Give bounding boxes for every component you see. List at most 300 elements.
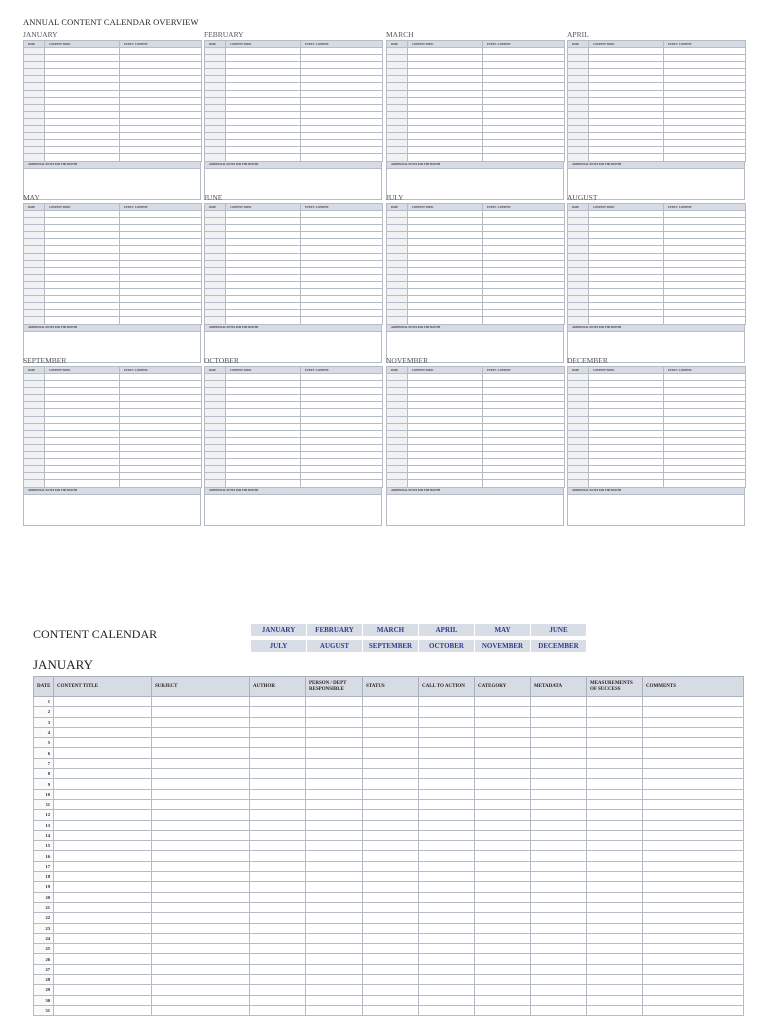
- mini-cell[interactable]: [589, 402, 664, 409]
- mini-cell[interactable]: [120, 303, 202, 310]
- mini-cell[interactable]: [589, 90, 664, 97]
- table-cell[interactable]: [419, 872, 475, 882]
- mini-cell[interactable]: [226, 218, 301, 225]
- mini-cell[interactable]: [387, 97, 408, 104]
- mini-cell[interactable]: [45, 274, 120, 281]
- mini-cell[interactable]: [483, 239, 565, 246]
- table-cell[interactable]: [306, 964, 363, 974]
- mini-cell[interactable]: [120, 104, 202, 111]
- table-cell[interactable]: [419, 892, 475, 902]
- mini-cell[interactable]: [205, 211, 226, 218]
- mini-cell[interactable]: [589, 225, 664, 232]
- mini-cell[interactable]: [589, 62, 664, 69]
- table-cell[interactable]: [419, 830, 475, 840]
- table-cell[interactable]: [250, 851, 306, 861]
- mini-cell[interactable]: [45, 402, 120, 409]
- table-cell[interactable]: [643, 769, 744, 779]
- mini-cell[interactable]: [387, 281, 408, 288]
- mini-cell[interactable]: [568, 409, 589, 416]
- mini-cell[interactable]: [387, 83, 408, 90]
- mini-cell[interactable]: [301, 232, 383, 239]
- mini-cell[interactable]: [120, 225, 202, 232]
- mini-cell[interactable]: [387, 274, 408, 281]
- mini-cell[interactable]: [664, 55, 746, 62]
- mini-cell[interactable]: [120, 69, 202, 76]
- table-cell[interactable]: [250, 975, 306, 985]
- table-cell[interactable]: [531, 964, 587, 974]
- nav-august[interactable]: AUGUST: [307, 640, 362, 652]
- mini-cell[interactable]: [120, 374, 202, 381]
- table-cell[interactable]: [152, 944, 250, 954]
- table-cell[interactable]: [363, 882, 419, 892]
- mini-cell[interactable]: [589, 253, 664, 260]
- table-cell[interactable]: [475, 727, 531, 737]
- table-cell[interactable]: [419, 738, 475, 748]
- mini-cell[interactable]: [45, 69, 120, 76]
- mini-cell[interactable]: [483, 154, 565, 161]
- mini-cell[interactable]: [45, 140, 120, 147]
- mini-cell[interactable]: [483, 459, 565, 466]
- mini-cell[interactable]: [387, 211, 408, 218]
- mini-cell[interactable]: [589, 317, 664, 324]
- table-cell[interactable]: [306, 995, 363, 1005]
- mini-cell[interactable]: [45, 388, 120, 395]
- table-cell[interactable]: [152, 902, 250, 912]
- mini-cell[interactable]: [120, 466, 202, 473]
- mini-cell[interactable]: [45, 267, 120, 274]
- table-cell[interactable]: [54, 933, 152, 943]
- mini-cell[interactable]: [664, 374, 746, 381]
- mini-cell[interactable]: [408, 374, 483, 381]
- table-cell[interactable]: [152, 964, 250, 974]
- mini-cell[interactable]: [568, 289, 589, 296]
- table-cell[interactable]: [419, 975, 475, 985]
- mini-cell[interactable]: [120, 260, 202, 267]
- mini-cell[interactable]: [205, 126, 226, 133]
- mini-cell[interactable]: [664, 452, 746, 459]
- table-cell[interactable]: [643, 933, 744, 943]
- mini-cell[interactable]: [664, 118, 746, 125]
- mini-cell[interactable]: [226, 395, 301, 402]
- mini-cell[interactable]: [589, 118, 664, 125]
- table-cell[interactable]: [306, 985, 363, 995]
- mini-cell[interactable]: [301, 76, 383, 83]
- mini-cell[interactable]: [664, 76, 746, 83]
- mini-cell[interactable]: [301, 480, 383, 487]
- mini-cell[interactable]: [387, 62, 408, 69]
- table-cell[interactable]: [475, 985, 531, 995]
- mini-cell[interactable]: [45, 133, 120, 140]
- table-cell[interactable]: [587, 851, 643, 861]
- mini-cell[interactable]: [664, 459, 746, 466]
- table-cell[interactable]: [475, 779, 531, 789]
- table-cell[interactable]: [475, 944, 531, 954]
- mini-cell[interactable]: [483, 303, 565, 310]
- mini-cell[interactable]: [664, 154, 746, 161]
- table-cell[interactable]: [587, 861, 643, 871]
- mini-cell[interactable]: [408, 437, 483, 444]
- table-cell[interactable]: [250, 872, 306, 882]
- table-cell[interactable]: [152, 717, 250, 727]
- table-cell[interactable]: [54, 861, 152, 871]
- table-cell[interactable]: [419, 933, 475, 943]
- table-cell[interactable]: [152, 913, 250, 923]
- table-cell[interactable]: [643, 954, 744, 964]
- mini-cell[interactable]: [483, 402, 565, 409]
- mini-cell[interactable]: [589, 409, 664, 416]
- table-cell[interactable]: [54, 964, 152, 974]
- mini-cell[interactable]: [483, 289, 565, 296]
- mini-cell[interactable]: [226, 459, 301, 466]
- mini-cell[interactable]: [589, 466, 664, 473]
- mini-cell[interactable]: [205, 232, 226, 239]
- table-cell[interactable]: [306, 707, 363, 717]
- mini-cell[interactable]: [226, 310, 301, 317]
- mini-cell[interactable]: [301, 473, 383, 480]
- mini-cell[interactable]: [568, 48, 589, 55]
- table-cell[interactable]: [250, 841, 306, 851]
- mini-cell[interactable]: [589, 480, 664, 487]
- table-cell[interactable]: [152, 738, 250, 748]
- mini-cell[interactable]: [301, 133, 383, 140]
- mini-cell[interactable]: [120, 388, 202, 395]
- mini-cell[interactable]: [568, 55, 589, 62]
- mini-cell[interactable]: [483, 473, 565, 480]
- mini-cell[interactable]: [589, 246, 664, 253]
- mini-cell[interactable]: [226, 289, 301, 296]
- nav-march[interactable]: MARCH: [363, 624, 418, 636]
- mini-cell[interactable]: [120, 437, 202, 444]
- mini-cell[interactable]: [301, 126, 383, 133]
- mini-cell[interactable]: [408, 62, 483, 69]
- mini-cell[interactable]: [301, 274, 383, 281]
- mini-cell[interactable]: [24, 388, 45, 395]
- table-cell[interactable]: [587, 964, 643, 974]
- table-cell[interactable]: [306, 799, 363, 809]
- table-cell[interactable]: [531, 820, 587, 830]
- mini-cell[interactable]: [568, 90, 589, 97]
- mini-cell[interactable]: [589, 374, 664, 381]
- mini-cell[interactable]: [664, 296, 746, 303]
- table-cell[interactable]: [152, 799, 250, 809]
- mini-cell[interactable]: [301, 246, 383, 253]
- table-cell[interactable]: [531, 707, 587, 717]
- mini-cell[interactable]: [664, 423, 746, 430]
- mini-cell[interactable]: [45, 409, 120, 416]
- mini-cell[interactable]: [483, 69, 565, 76]
- mini-cell[interactable]: [205, 296, 226, 303]
- table-cell[interactable]: [475, 872, 531, 882]
- table-cell[interactable]: [475, 707, 531, 717]
- table-cell[interactable]: [643, 975, 744, 985]
- table-cell[interactable]: [475, 861, 531, 871]
- mini-cell[interactable]: [24, 459, 45, 466]
- table-cell[interactable]: [531, 697, 587, 707]
- mini-cell[interactable]: [483, 444, 565, 451]
- mini-cell[interactable]: [120, 239, 202, 246]
- table-cell[interactable]: [54, 892, 152, 902]
- mini-cell[interactable]: [408, 239, 483, 246]
- mini-cell[interactable]: [483, 409, 565, 416]
- mini-cell[interactable]: [483, 395, 565, 402]
- mini-cell[interactable]: [483, 218, 565, 225]
- mini-cell[interactable]: [120, 459, 202, 466]
- table-cell[interactable]: [152, 861, 250, 871]
- mini-cell[interactable]: [45, 416, 120, 423]
- mini-cell[interactable]: [226, 466, 301, 473]
- table-cell[interactable]: [419, 1005, 475, 1015]
- mini-cell[interactable]: [483, 126, 565, 133]
- mini-cell[interactable]: [387, 289, 408, 296]
- mini-cell[interactable]: [408, 133, 483, 140]
- mini-cell[interactable]: [24, 289, 45, 296]
- mini-cell[interactable]: [589, 452, 664, 459]
- table-cell[interactable]: [587, 872, 643, 882]
- table-cell[interactable]: [587, 985, 643, 995]
- table-cell[interactable]: [587, 892, 643, 902]
- table-cell[interactable]: [531, 923, 587, 933]
- table-cell[interactable]: [587, 933, 643, 943]
- table-cell[interactable]: [475, 964, 531, 974]
- table-cell[interactable]: [363, 861, 419, 871]
- mini-cell[interactable]: [226, 374, 301, 381]
- table-cell[interactable]: [643, 995, 744, 1005]
- table-cell[interactable]: [643, 830, 744, 840]
- table-cell[interactable]: [54, 995, 152, 1005]
- mini-cell[interactable]: [568, 267, 589, 274]
- table-cell[interactable]: [306, 954, 363, 964]
- mini-cell[interactable]: [24, 147, 45, 154]
- mini-cell[interactable]: [568, 281, 589, 288]
- table-cell[interactable]: [587, 954, 643, 964]
- table-cell[interactable]: [363, 964, 419, 974]
- table-cell[interactable]: [306, 923, 363, 933]
- mini-cell[interactable]: [301, 253, 383, 260]
- mini-cell[interactable]: [408, 281, 483, 288]
- mini-cell[interactable]: [664, 111, 746, 118]
- mini-cell[interactable]: [387, 260, 408, 267]
- mini-cell[interactable]: [664, 225, 746, 232]
- mini-cell[interactable]: [483, 147, 565, 154]
- table-cell[interactable]: [250, 902, 306, 912]
- mini-cell[interactable]: [301, 218, 383, 225]
- mini-cell[interactable]: [120, 480, 202, 487]
- mini-cell[interactable]: [664, 430, 746, 437]
- mini-cell[interactable]: [387, 90, 408, 97]
- mini-cell[interactable]: [226, 83, 301, 90]
- table-cell[interactable]: [531, 830, 587, 840]
- table-cell[interactable]: [152, 707, 250, 717]
- mini-cell[interactable]: [408, 76, 483, 83]
- mini-cell[interactable]: [24, 267, 45, 274]
- mini-cell[interactable]: [408, 395, 483, 402]
- table-cell[interactable]: [363, 738, 419, 748]
- mini-cell[interactable]: [45, 452, 120, 459]
- table-cell[interactable]: [531, 1005, 587, 1015]
- table-cell[interactable]: [54, 830, 152, 840]
- table-cell[interactable]: [419, 779, 475, 789]
- mini-cell[interactable]: [24, 310, 45, 317]
- mini-cell[interactable]: [45, 62, 120, 69]
- mini-cell[interactable]: [120, 430, 202, 437]
- mini-cell[interactable]: [664, 388, 746, 395]
- mini-cell[interactable]: [205, 437, 226, 444]
- table-cell[interactable]: [54, 902, 152, 912]
- table-cell[interactable]: [306, 861, 363, 871]
- mini-cell[interactable]: [301, 437, 383, 444]
- mini-cell[interactable]: [120, 232, 202, 239]
- mini-cell[interactable]: [589, 111, 664, 118]
- mini-cell[interactable]: [387, 154, 408, 161]
- table-cell[interactable]: [419, 748, 475, 758]
- nav-november[interactable]: NOVEMBER: [475, 640, 530, 652]
- mini-cell[interactable]: [568, 246, 589, 253]
- notes-box[interactable]: [204, 495, 382, 526]
- mini-cell[interactable]: [589, 97, 664, 104]
- mini-cell[interactable]: [483, 260, 565, 267]
- mini-cell[interactable]: [664, 69, 746, 76]
- mini-cell[interactable]: [568, 83, 589, 90]
- table-cell[interactable]: [54, 758, 152, 768]
- table-cell[interactable]: [587, 810, 643, 820]
- nav-december[interactable]: DECEMBER: [531, 640, 586, 652]
- mini-cell[interactable]: [45, 232, 120, 239]
- table-cell[interactable]: [643, 944, 744, 954]
- mini-cell[interactable]: [301, 444, 383, 451]
- mini-cell[interactable]: [589, 459, 664, 466]
- table-cell[interactable]: [587, 995, 643, 1005]
- table-cell[interactable]: [54, 810, 152, 820]
- mini-cell[interactable]: [120, 395, 202, 402]
- mini-cell[interactable]: [24, 416, 45, 423]
- table-cell[interactable]: [475, 1005, 531, 1015]
- mini-cell[interactable]: [120, 246, 202, 253]
- mini-cell[interactable]: [483, 374, 565, 381]
- table-cell[interactable]: [643, 1005, 744, 1015]
- table-cell[interactable]: [54, 789, 152, 799]
- mini-cell[interactable]: [483, 296, 565, 303]
- mini-cell[interactable]: [120, 118, 202, 125]
- table-cell[interactable]: [587, 882, 643, 892]
- mini-cell[interactable]: [226, 154, 301, 161]
- mini-cell[interactable]: [205, 147, 226, 154]
- mini-cell[interactable]: [408, 296, 483, 303]
- mini-cell[interactable]: [387, 246, 408, 253]
- mini-cell[interactable]: [120, 55, 202, 62]
- mini-cell[interactable]: [24, 409, 45, 416]
- mini-cell[interactable]: [205, 104, 226, 111]
- mini-cell[interactable]: [45, 444, 120, 451]
- mini-cell[interactable]: [226, 55, 301, 62]
- mini-cell[interactable]: [664, 281, 746, 288]
- table-cell[interactable]: [587, 717, 643, 727]
- table-cell[interactable]: [531, 779, 587, 789]
- mini-cell[interactable]: [120, 218, 202, 225]
- mini-cell[interactable]: [387, 388, 408, 395]
- mini-cell[interactable]: [483, 211, 565, 218]
- table-cell[interactable]: [306, 748, 363, 758]
- table-cell[interactable]: [643, 872, 744, 882]
- mini-cell[interactable]: [24, 274, 45, 281]
- table-cell[interactable]: [54, 975, 152, 985]
- mini-cell[interactable]: [120, 409, 202, 416]
- table-cell[interactable]: [531, 748, 587, 758]
- mini-cell[interactable]: [568, 253, 589, 260]
- mini-cell[interactable]: [664, 310, 746, 317]
- mini-cell[interactable]: [568, 459, 589, 466]
- table-cell[interactable]: [306, 810, 363, 820]
- mini-cell[interactable]: [226, 239, 301, 246]
- mini-cell[interactable]: [387, 239, 408, 246]
- mini-cell[interactable]: [664, 97, 746, 104]
- notes-box[interactable]: [23, 495, 201, 526]
- mini-cell[interactable]: [568, 374, 589, 381]
- mini-cell[interactable]: [408, 416, 483, 423]
- mini-cell[interactable]: [301, 388, 383, 395]
- mini-cell[interactable]: [664, 317, 746, 324]
- table-cell[interactable]: [363, 769, 419, 779]
- mini-cell[interactable]: [120, 253, 202, 260]
- mini-cell[interactable]: [568, 154, 589, 161]
- mini-cell[interactable]: [301, 239, 383, 246]
- mini-cell[interactable]: [387, 55, 408, 62]
- mini-cell[interactable]: [226, 260, 301, 267]
- table-cell[interactable]: [54, 913, 152, 923]
- table-cell[interactable]: [152, 758, 250, 768]
- table-cell[interactable]: [643, 799, 744, 809]
- mini-cell[interactable]: [24, 140, 45, 147]
- mini-cell[interactable]: [408, 90, 483, 97]
- table-cell[interactable]: [250, 933, 306, 943]
- mini-cell[interactable]: [568, 104, 589, 111]
- mini-cell[interactable]: [24, 126, 45, 133]
- mini-cell[interactable]: [120, 317, 202, 324]
- mini-cell[interactable]: [301, 395, 383, 402]
- mini-cell[interactable]: [568, 317, 589, 324]
- table-cell[interactable]: [643, 851, 744, 861]
- mini-cell[interactable]: [387, 225, 408, 232]
- mini-cell[interactable]: [387, 437, 408, 444]
- mini-cell[interactable]: [408, 232, 483, 239]
- mini-cell[interactable]: [24, 430, 45, 437]
- table-cell[interactable]: [531, 758, 587, 768]
- mini-cell[interactable]: [226, 62, 301, 69]
- table-cell[interactable]: [531, 717, 587, 727]
- mini-cell[interactable]: [205, 416, 226, 423]
- mini-cell[interactable]: [301, 423, 383, 430]
- table-cell[interactable]: [419, 820, 475, 830]
- table-cell[interactable]: [363, 872, 419, 882]
- mini-cell[interactable]: [589, 303, 664, 310]
- table-cell[interactable]: [306, 820, 363, 830]
- mini-cell[interactable]: [24, 381, 45, 388]
- mini-cell[interactable]: [226, 267, 301, 274]
- table-cell[interactable]: [587, 841, 643, 851]
- table-cell[interactable]: [419, 964, 475, 974]
- table-cell[interactable]: [531, 799, 587, 809]
- mini-cell[interactable]: [387, 296, 408, 303]
- table-cell[interactable]: [54, 779, 152, 789]
- mini-cell[interactable]: [387, 303, 408, 310]
- mini-cell[interactable]: [205, 48, 226, 55]
- table-cell[interactable]: [475, 954, 531, 964]
- mini-cell[interactable]: [120, 76, 202, 83]
- mini-cell[interactable]: [205, 111, 226, 118]
- mini-cell[interactable]: [589, 281, 664, 288]
- table-cell[interactable]: [363, 779, 419, 789]
- mini-cell[interactable]: [205, 239, 226, 246]
- mini-cell[interactable]: [568, 111, 589, 118]
